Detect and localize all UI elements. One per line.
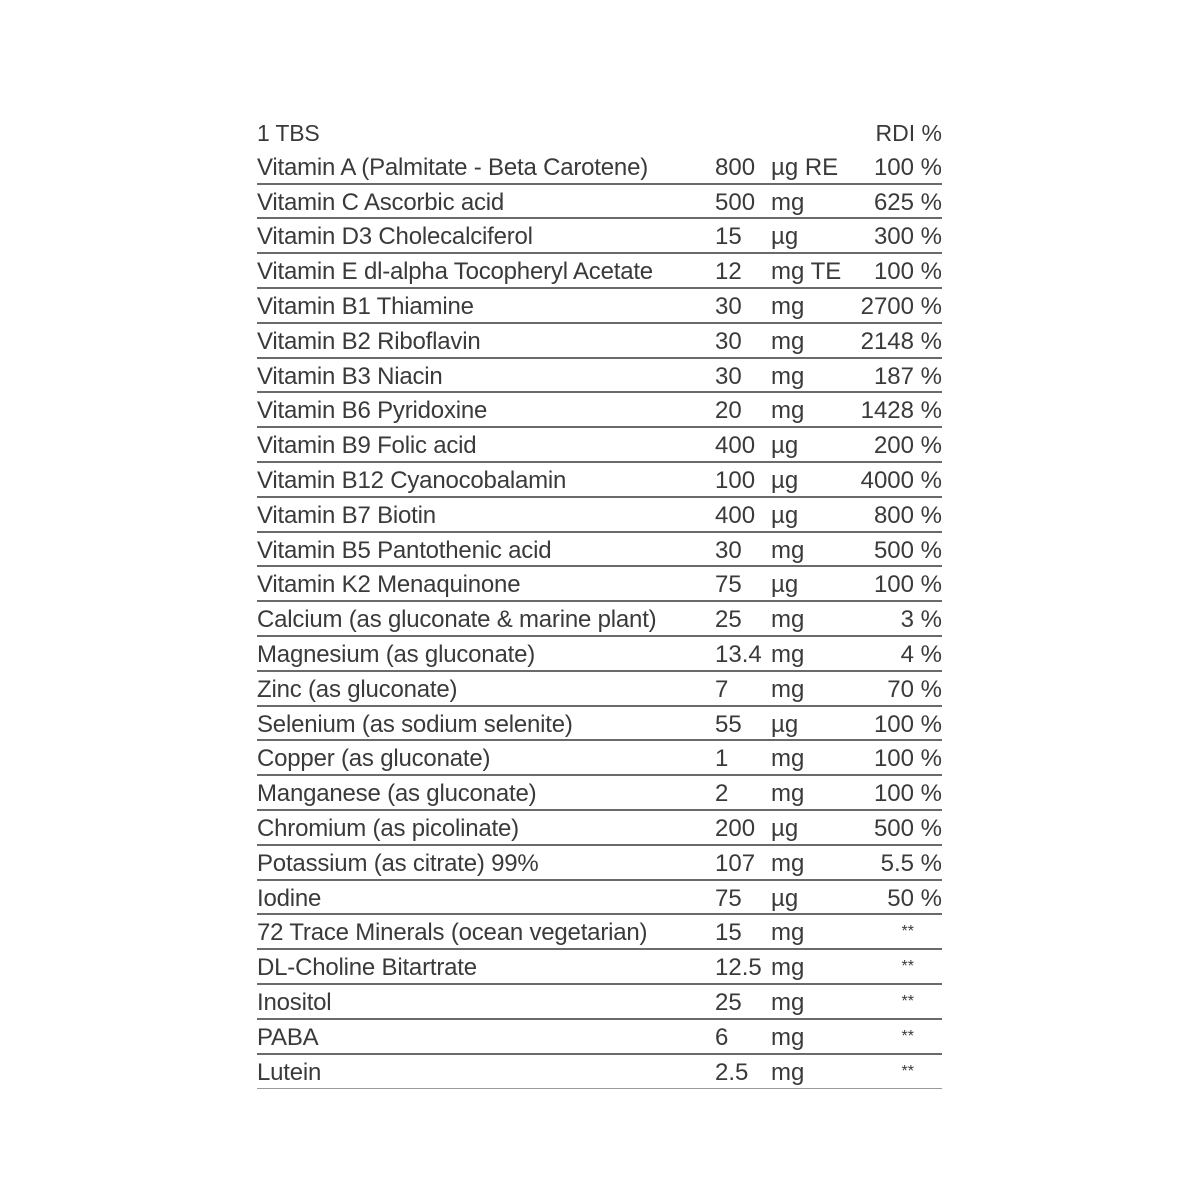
nutrient-rdi: 3 % xyxy=(900,606,942,634)
nutrient-name: Selenium (as sodium selenite) xyxy=(257,710,573,738)
nutrient-rdi: 100 % xyxy=(873,153,942,181)
nutrient-rdi: 100 % xyxy=(873,745,942,773)
nutrient-unit: mg xyxy=(771,397,805,425)
nutrient-name: Calcium (as gluconate & marine plant) xyxy=(257,606,657,634)
nutrient-name: Chromium (as picolinate) xyxy=(257,814,519,842)
nutrient-unit: mg xyxy=(771,327,805,355)
nutrient-name: Lutein xyxy=(257,1058,322,1086)
nutrient-amount: 55 xyxy=(715,710,742,738)
nutrient-unit: µg xyxy=(771,223,799,251)
nutrient-amount: 800 xyxy=(715,153,756,181)
nutrient-rdi: ** xyxy=(901,958,914,976)
nutrient-name: Manganese (as gluconate) xyxy=(257,780,537,808)
nutrient-name: Vitamin B7 Biotin xyxy=(257,501,436,529)
nutrient-unit: µg RE xyxy=(771,153,839,181)
table-row xyxy=(257,811,942,846)
nutrient-unit: mg xyxy=(771,188,805,216)
nutrient-amount: 400 xyxy=(715,432,756,460)
table-row xyxy=(257,741,942,776)
nutrient-rows xyxy=(257,150,942,1090)
nutrient-amount: 12.5 xyxy=(715,954,762,982)
nutrient-rdi: 4000 % xyxy=(860,466,942,494)
table-row xyxy=(257,776,942,811)
nutrient-rdi: ** xyxy=(901,923,914,941)
nutrient-amount: 2.5 xyxy=(715,1058,749,1086)
nutrient-unit: mg xyxy=(771,849,805,877)
table-row xyxy=(257,846,942,881)
nutrient-rdi: 625 % xyxy=(873,188,942,216)
nutrient-name: Potassium (as citrate) 99% xyxy=(257,849,539,877)
nutrient-amount: 200 xyxy=(715,814,756,842)
nutrient-amount: 400 xyxy=(715,501,756,529)
nutrient-amount: 13.4 xyxy=(715,640,762,668)
nutrient-name: Inositol xyxy=(257,988,332,1016)
nutrient-name: Iodine xyxy=(257,884,322,912)
table-row xyxy=(257,463,942,498)
nutrient-amount: 25 xyxy=(715,988,742,1016)
table-row xyxy=(257,950,942,985)
table-row xyxy=(257,324,942,359)
nutrient-rdi: 5.5 % xyxy=(880,849,942,877)
nutrient-rdi: 4 % xyxy=(900,640,942,668)
nutrient-name: DL-Choline Bitartrate xyxy=(257,954,477,982)
nutrient-amount: 15 xyxy=(715,223,742,251)
nutrient-rdi: 500 % xyxy=(873,536,942,564)
nutrient-unit: mg xyxy=(771,292,805,320)
table-row xyxy=(257,533,942,568)
serving-size-label: 1 TBS xyxy=(257,120,320,146)
table-row xyxy=(257,672,942,707)
nutrient-unit: mg xyxy=(771,675,805,703)
nutrient-name: Vitamin B9 Folic acid xyxy=(257,432,477,460)
nutrient-rdi: 50 % xyxy=(887,884,942,912)
nutrient-rdi: 300 % xyxy=(873,223,942,251)
nutrient-name: Vitamin K2 Menaquinone xyxy=(257,571,521,599)
table-row xyxy=(257,881,942,916)
nutrient-name: PABA xyxy=(257,1023,319,1051)
table-row xyxy=(257,1055,942,1090)
nutrient-rdi: 2148 % xyxy=(860,327,942,355)
nutrient-unit: mg xyxy=(771,1058,805,1086)
table-row xyxy=(257,498,942,533)
nutrient-name: 72 Trace Minerals (ocean vegetarian) xyxy=(257,919,648,947)
nutrient-amount: 20 xyxy=(715,397,742,425)
nutrient-name: Zinc (as gluconate) xyxy=(257,675,458,703)
table-row xyxy=(257,707,942,742)
nutrient-rdi: ** xyxy=(901,1062,914,1080)
nutrient-rdi: 100 % xyxy=(873,780,942,808)
rdi-column-header: RDI % xyxy=(875,120,942,146)
table-row xyxy=(257,637,942,672)
nutrient-amount: 30 xyxy=(715,327,742,355)
nutrient-name: Vitamin B5 Pantothenic acid xyxy=(257,536,552,564)
nutrient-unit: µg xyxy=(771,884,799,912)
nutrient-rdi: 100 % xyxy=(873,571,942,599)
nutrient-unit: µg xyxy=(771,571,799,599)
table-row xyxy=(257,289,942,324)
table-row xyxy=(257,359,942,394)
nutrient-name: Vitamin A (Palmitate - Beta Carotene) xyxy=(257,153,649,181)
nutrient-name: Vitamin B1 Thiamine xyxy=(257,292,474,320)
nutrient-amount: 500 xyxy=(715,188,756,216)
table-header-row xyxy=(257,115,942,150)
nutrient-unit: mg xyxy=(771,954,805,982)
nutrient-unit: mg xyxy=(771,919,805,947)
nutrient-amount: 6 xyxy=(715,1023,729,1051)
nutrient-unit: mg xyxy=(771,362,805,390)
nutrient-name: Vitamin B6 Pyridoxine xyxy=(257,397,488,425)
nutrient-amount: 100 xyxy=(715,466,756,494)
nutrient-rdi: 100 % xyxy=(873,258,942,286)
nutrient-unit: mg xyxy=(771,780,805,808)
nutrient-name: Vitamin C Ascorbic acid xyxy=(257,188,505,216)
nutrient-amount: 2 xyxy=(715,780,729,808)
nutrient-unit: µg xyxy=(771,710,799,738)
nutrient-name: Vitamin B3 Niacin xyxy=(257,362,443,390)
nutrient-name: Magnesium (as gluconate) xyxy=(257,640,536,668)
nutrient-rdi: 70 % xyxy=(887,675,942,703)
nutrient-amount: 107 xyxy=(715,849,756,877)
nutrient-amount: 12 xyxy=(715,258,742,286)
table-row xyxy=(257,254,942,289)
nutrient-amount: 30 xyxy=(715,292,742,320)
nutrient-amount: 1 xyxy=(715,745,729,773)
nutrient-amount: 30 xyxy=(715,362,742,390)
nutrient-rdi: ** xyxy=(901,992,914,1010)
nutrient-rdi: 100 % xyxy=(873,710,942,738)
nutrient-name: Vitamin B2 Riboflavin xyxy=(257,327,481,355)
nutrient-rdi: ** xyxy=(901,1027,914,1045)
table-row xyxy=(257,915,942,950)
table-row xyxy=(257,428,942,463)
nutrient-rdi: 800 % xyxy=(873,501,942,529)
nutrient-unit: mg xyxy=(771,1023,805,1051)
nutrient-rdi: 2700 % xyxy=(860,292,942,320)
nutrient-amount: 75 xyxy=(715,884,742,912)
nutrient-rdi: 200 % xyxy=(873,432,942,460)
nutrient-rdi: 187 % xyxy=(873,362,942,390)
nutrient-unit: mg xyxy=(771,640,805,668)
nutrient-unit: mg xyxy=(771,745,805,773)
nutrient-amount: 25 xyxy=(715,606,742,634)
nutrient-rdi: 1428 % xyxy=(860,397,942,425)
table-row xyxy=(257,185,942,220)
nutrition-table xyxy=(257,115,942,1089)
nutrient-name: Vitamin E dl-alpha Tocopheryl Acetate xyxy=(257,258,653,286)
table-row xyxy=(257,1020,942,1055)
nutrient-rdi: 500 % xyxy=(873,814,942,842)
nutrient-amount: 15 xyxy=(715,919,742,947)
nutrient-name: Vitamin D3 Cholecalciferol xyxy=(257,223,533,251)
table-row xyxy=(257,985,942,1020)
nutrient-name: Vitamin B12 Cyanocobalamin xyxy=(257,466,567,494)
nutrient-amount: 7 xyxy=(715,675,729,703)
nutrient-amount: 75 xyxy=(715,571,742,599)
table-row xyxy=(257,567,942,602)
nutrient-unit: µg xyxy=(771,432,799,460)
table-row xyxy=(257,602,942,637)
nutrient-unit: µg xyxy=(771,501,799,529)
nutrient-unit: mg xyxy=(771,988,805,1016)
table-row xyxy=(257,393,942,428)
nutrient-unit: µg xyxy=(771,466,799,494)
nutrient-unit: µg xyxy=(771,814,799,842)
table-row xyxy=(257,219,942,254)
nutrient-unit: mg xyxy=(771,606,805,634)
nutrient-unit: mg TE xyxy=(771,258,842,286)
nutrient-name: Copper (as gluconate) xyxy=(257,745,491,773)
nutrient-amount: 30 xyxy=(715,536,742,564)
nutrient-unit: mg xyxy=(771,536,805,564)
table-row xyxy=(257,150,942,185)
